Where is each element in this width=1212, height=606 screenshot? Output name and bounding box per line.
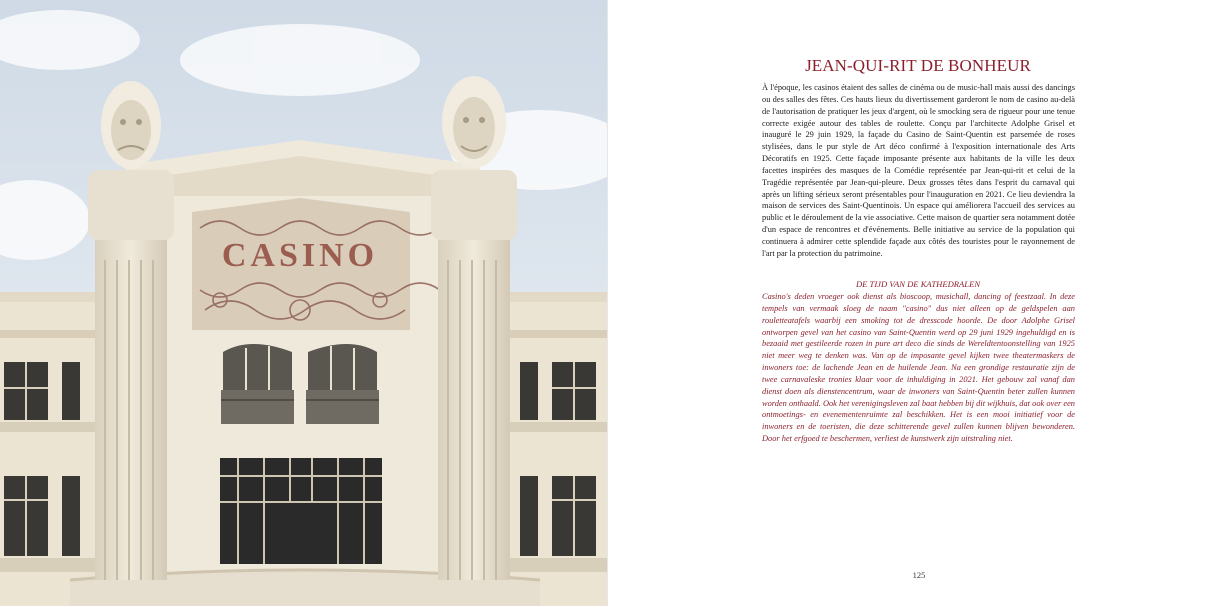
dutch-heading: DE TIJD VAN DE KATHEDRALEN	[855, 279, 981, 289]
casino-sign: CASINO	[221, 237, 379, 274]
page-number: 125	[912, 570, 926, 580]
dutch-paragraph: Casino's deden vroeger ook dienst als bioscoop, musichall, dancing of feestzaal. In deze tempels van vermaak sloeg de naam "casino" dus niet alleen op de geldspelen aan rouletteatafels waarbij een smoking tot de dresscode hoorde. De door Adolphe Grisel ontworpen gevel van het casino van Saint-Quentin werd op 29 juni 1929 ingehuldigd en is bezaaid met gestileerde rozen in pure art deco die sinds de Wereldtentoonstelling van 1925 niet meer weg te denken was. Van op de imposante gevel kijken twee theatermaskers de inwoners toe: de lachende Jean en de huilende Jean. Na een grondige restauratie zijn de twee carnavaleske tronies klaar voor de inhuldiging in 2021. Het gebouw zal vanaf dan dienst doen als dienstencentrum, waar de inwoners van Saint-Quentin beter zullen kunnen worden onthaald. Ook het verenigingsleven zal baat hebben bij dit wijkhuis, dat ook over een ontmoetings- en evenementenruimte zal beschikken. Het is een mooi initiatief voor de inwoners en de toeristen, die deze schitterende gevel zullen kunnen blijven bewonderen. Door het erfgoed te beschermen, verliest de kunstwerk zijn uitstraling niet.	[762, 292, 1075, 444]
page-gutter	[607, 0, 608, 606]
page-title: JEAN-QUI-RIT DE BONHEUR	[805, 56, 1031, 75]
main-window	[220, 458, 382, 564]
french-paragraph: À l'époque, les casinos étaient des salles de cinéma ou de music-hall mais aussi des dancings ou des salles des fêtes. Ces hauts lieux du divertissement garderont le nom de casino au-delà de l'autorisation de pratiquer les jeux d'argent, où le smocking sera de rigueur pour une tenue correcte exigée autour des tables de roulette. Conçu par l'architecte Adolphe Grisel et inauguré le 29 juin 1929, la façade du Casino de Saint-Quentin est parsemée de roses stylisées, dans le pur style de Art déco confirmé à l'exposition internationale des Arts Décoratifs en 1925. Cette façade imposante présente aux habitants de la ville les deux facettes inspirées des masques de la Comédie représentée par Jean-qui-rit et celui de la Tragédie représentée par Jean-qui-pleure. Deux grosses têtes dans l'esprit du carnaval qui après un lifting sérieux seront présentables pour l'inauguration en 2021. Ce lieu deviendra la maison de services des Saint-Quentinois. Un espace qui améliorera l'accueil des services au public et le déroulement de la vie associative. Cette maison de quartier sera notamment dotée d'un espace de rencontres et d'événements. Belle initiative au service de la population qui continuera à admirer cette splendide façade aux côtés des touristes pour le rayonnement de l'art par la protection du patrimoine.	[762, 83, 1075, 258]
